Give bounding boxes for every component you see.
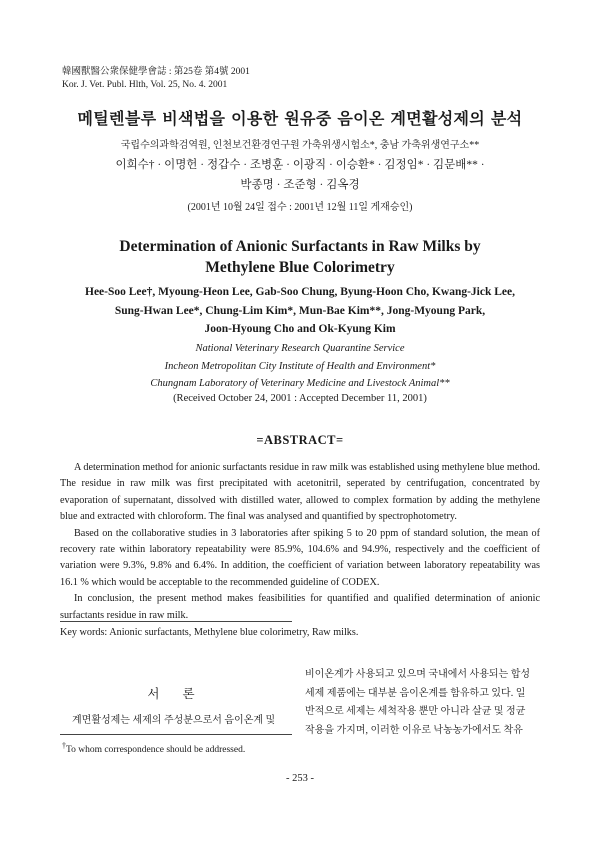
korean-authors-line1: 이희수† · 이명헌 · 정갑수 · 조병훈 · 이광직 · 이승환* · 김정임* · 김문배** ·	[115, 159, 485, 171]
english-authors-line3: Joon-Hyoung Cho and Ok-Kyung Kim	[204, 323, 396, 335]
journal-header-korean: 韓國獸醫公衆保健學會誌 : 第25卷 第4號 2001	[62, 67, 250, 77]
abstract-body	[60, 460, 540, 624]
keywords-divider	[60, 621, 292, 622]
korean-received-date: (2001년 10월 24일 접수 : 2001년 12월 11일 게재승인)	[187, 202, 413, 213]
abstract-paragraph-2: Based on the collaborative studies in 3 laboratories after spiking 5 to 20 ppm of standard solution, the mean of recovery rate within laboratory repeatability were 85.9%, 104.6% and 94.9%, respectively and the coefficient of variation were 9.3%, 9.8% and 6.4%. In addition, the coefficient of variation between laboratory repeatability was 16.1 % which would be acceptable to the recommended guideline of CODEX.	[60, 527, 540, 588]
institution-3: Chungnam Laboratory of Veterinary Medicine and Livestock Animal**	[150, 378, 450, 389]
institution-1: National Veterinary Research Quarantine Service	[195, 343, 405, 354]
english-title-line1: Determination of Anionic Surfactants in Raw Milks by	[119, 238, 481, 255]
abstract-paragraph-1: A determination method for anionic surfactants residue in raw milk was established using methylene blue method. The residue in raw milk was first precipitated with acetonitril, seperated by centrifugation, concentrated by evaporation of supernatant, dissolved with distilled water, allowed to complex formation by adding the methylene blue and extracted with chloroform. The final was analysed and quantified by spectrophotometry.	[60, 462, 540, 523]
keywords-label: Key words:	[60, 627, 108, 638]
english-authors-line1: Hee-Soo Lee†, Myoung-Heon Lee, Gab-Soo Chung, Byung-Hoon Cho, Kwang-Jick Lee,	[85, 286, 515, 298]
footnote	[62, 741, 245, 755]
english-authors-line2: Sung-Hwan Lee*, Chung-Lim Kim*, Mun-Bae Kim**, Jong-Myoung Park,	[114, 304, 486, 317]
right-column-line3: 반적으로 세제는 세척작용 뿐만 아니라 살균 및 정균	[305, 706, 526, 718]
korean-authors-line2: 박종명 · 조준형 · 김옥경	[240, 179, 360, 191]
footnote-divider	[60, 734, 292, 735]
right-column-line1: 비이온계가 사용되고 있으며 국내에서 사용되는 합성	[305, 669, 531, 680]
english-institutions	[0, 340, 600, 393]
introduction-heading: 서 론	[147, 687, 205, 701]
right-column-line2: 세제 제품에는 대부분 음이온계를 함유하고 있다. 일	[305, 687, 526, 699]
english-title	[0, 236, 600, 278]
journal-header	[62, 66, 250, 92]
english-received-date: (Received October 24, 2001 : Accepted December 11, 2001)	[173, 393, 427, 404]
right-column-text	[305, 666, 545, 741]
footnote-text: To whom correspondence should be addressed.	[65, 745, 246, 756]
left-column-text: 계면활성제는 세제의 주성분으로서 음이온계 및	[72, 715, 276, 726]
right-column-line4: 작용을 가지며, 이러한 이유로 낙농농가에서도 착유	[305, 725, 523, 737]
english-title-line2: Methylene Blue Colorimetry	[205, 259, 395, 276]
keywords	[60, 627, 358, 638]
journal-header-english: Kor. J. Vet. Publ. Hlth, Vol. 25, No. 4. 2001	[62, 80, 228, 90]
korean-title: 메틸렌블루 비색법을 이용한 원유중 음이온 계면활성제의 분석	[77, 109, 523, 128]
korean-affiliations: 국립수의과학검역원, 인천보건환경연구원 가축위생시험소*, 충남 가축위생연구소**	[120, 140, 480, 151]
abstract-paragraph-3: In conclusion, the present method makes feasibilities for quantified and qualified determination of anionic surfactants residue in raw milk.	[60, 593, 540, 621]
page-number: - 253 -	[286, 773, 314, 784]
korean-authors	[0, 155, 600, 195]
institution-2: Incheon Metropolitan City Institute of Health and Environment*	[164, 360, 436, 372]
english-authors	[0, 283, 600, 339]
keywords-text: Anionic surfactants, Methylene blue colorimetry, Raw milks.	[107, 627, 359, 638]
abstract-heading: =ABSTRACT=	[256, 433, 344, 447]
footnote-mark: †	[62, 741, 66, 750]
